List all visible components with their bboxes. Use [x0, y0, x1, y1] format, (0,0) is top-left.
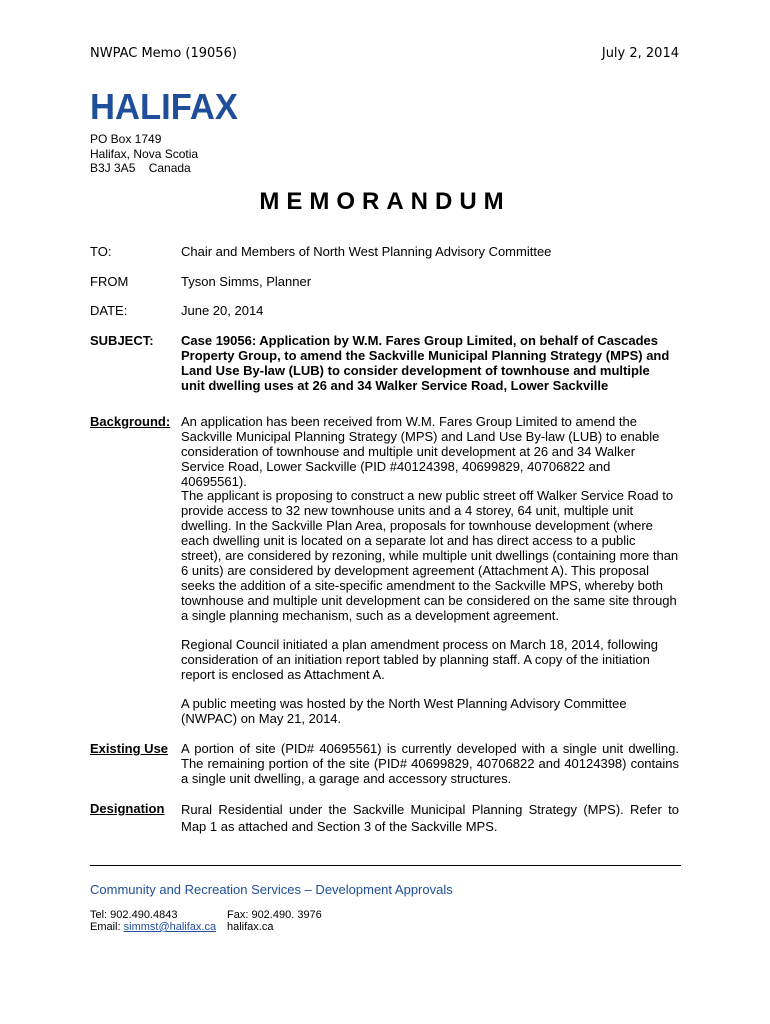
subject-value: Case 19056: Application by W.M. Fares Group Limited, on behalf of Cascades Property Group, to amend the Sackville Municipal Planning Strategy (MPS) and Land Use By-law (LUB) to consider development of townhouse and multiple unit dwelling uses at 26 and 34 Walker Service Road, Lower Sackville: [181, 333, 670, 393]
memo-reference: NWPAC Memo (19056): [90, 46, 237, 61]
to-label: TO:: [90, 244, 112, 259]
address-line-2: Halifax, Nova Scotia: [90, 147, 199, 161]
footer-tel: Tel: 902.490.4843: [90, 909, 178, 921]
existing-use-label: Existing Use: [90, 741, 169, 756]
to-value: Chair and Members of North West Planning Advisory Committee: [181, 244, 552, 259]
date-label: DATE:: [90, 303, 128, 318]
address-line-3: B3J 3A5 Canada: [90, 161, 191, 175]
background-paragraph-4: A public meeting was hosted by the North West Planning Advisory Committee (NWPAC) on May 21, 2014.: [181, 696, 627, 726]
memo-date: July 2, 2014: [601, 46, 679, 61]
footer-department: Community and Recreation Services – Development Approvals: [90, 882, 453, 897]
memo-title: MEMORANDUM: [259, 188, 511, 215]
footer-email-line: [90, 921, 216, 933]
from-value: Tyson Simms, Planner: [181, 274, 312, 289]
designation-label: Designation: [90, 801, 165, 816]
footer-email-link[interactable]: simmst@halifax.ca: [123, 921, 217, 933]
background-paragraph-1: An application has been received from W.M. Fares Group Limited to amend the Sackville Municipal Planning Strategy (MPS) and Land Use By-law (LUB) to enable consideration of townhouse and multiple unit development at 26 and 34 Walker Service Road, Lower Sackville (PID #40124398, 40699829, 40706822 and 40695561).: [181, 414, 660, 489]
footer-divider: [90, 865, 681, 866]
footer-email-label: Email:: [90, 921, 124, 933]
halifax-logo: [90, 90, 240, 122]
background-paragraph-3: Regional Council initiated a plan amendment process on March 18, 2014, following consideration of an initiation report tabled by planning staff. A copy of the initiation report is enclosed as Attachment A.: [181, 637, 658, 682]
date-value: June 20, 2014: [181, 303, 264, 318]
designation-text: Rural Residential under the Sackville Municipal Planning Strategy (MPS). Refer to Map 1 as attached and Section 3 of the Sackville MPS.: [181, 802, 679, 834]
footer-website: halifax.ca: [227, 921, 274, 933]
background-label: Background:: [90, 414, 171, 429]
footer-fax: Fax: 902.490. 3976: [227, 909, 322, 921]
logo-text: HALIFAX: [90, 90, 238, 122]
subject-label: SUBJECT:: [90, 333, 154, 348]
background-paragraph-2: The applicant is proposing to construct a new public street off Walker Service Road to provide access to 32 new townhouse units and a 4 storey, 64 unit, multiple unit dwelling. In the Sackville Plan Area, proposals for townhouse development (where each dwelling unit is located on a separate lot and has direct access to a public street), are considered by rezoning, while multiple unit dwellings (containing more than 6 units) are considered by development agreement (Attachment A). This proposal seeks the addition of a site-specific amendment to the Sackville MPS, whereby both townhouse and multiple unit development can be considered on the same site through a single planning mechanism, such as a development agreement.: [181, 488, 679, 623]
address-line-1: PO Box 1749: [90, 132, 162, 146]
from-label: FROM: [90, 274, 129, 289]
existing-use-text: A portion of site (PID# 40695561) is currently developed with a single unit dwelling. The remaining portion of the site (PID# 40699829, 40706822 and 40124398) contains a single unit dwelling, a garage and accessory structures.: [181, 741, 679, 786]
